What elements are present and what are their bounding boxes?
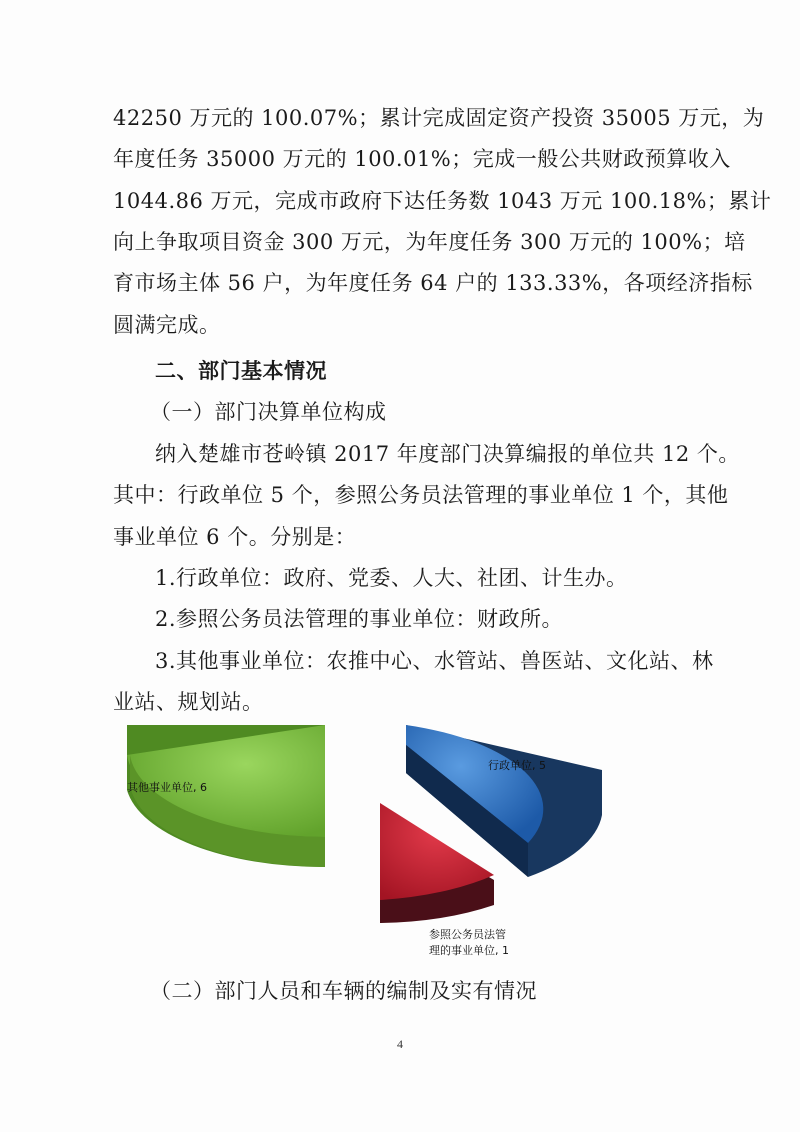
slice-label-admin: 行政单位, 5 (488, 759, 546, 772)
subsection-heading: （一）部门决算单位构成 (150, 400, 387, 424)
paragraph-line: 育市场主体 56 户，为年度任务 64 户的 133.33%，各项经济指标 (113, 271, 753, 295)
paragraph-line: 圆满完成。 (113, 313, 221, 337)
pie-chart (110, 715, 670, 965)
list-item: 1.行政单位：政府、党委、人大、社团、计生办。 (155, 566, 628, 590)
page-number: 4 (397, 1037, 403, 1051)
paragraph-line: 42250 万元的 100.07%；累计完成固定资产投资 35005 万元，为 (113, 106, 765, 130)
paragraph-line: 1044.86 万元，完成市政府下达任务数 1043 万元 100.18%；累计 (113, 189, 772, 213)
pie-slice-other (127, 725, 325, 867)
paragraph-line: 向上争取项目资金 300 万元，为年度任务 300 万元的 100%；培 (113, 230, 746, 254)
paragraph-line: 其中：行政单位 5 个，参照公务员法管理的事业单位 1 个，其他 (113, 483, 729, 507)
list-item: 业站、规划站。 (113, 690, 264, 714)
pie-chart-svg (110, 715, 670, 965)
list-item: 3.其他事业单位：农推中心、水管站、兽医站、文化站、林 (155, 649, 714, 673)
subsection-heading: （二）部门人员和车辆的编制及实有情况 (150, 979, 537, 1003)
list-item: 2.参照公务员法管理的事业单位：财政所。 (155, 607, 564, 631)
paragraph-line: 纳入楚雄市苍岭镇 2017 年度部门决算编报的单位共 12 个。 (155, 442, 740, 466)
paragraph-line: 事业单位 6 个。分别是： (113, 525, 357, 549)
paragraph-line: 年度任务 35000 万元的 100.01%；完成一般公共财政预算收入 (113, 147, 731, 171)
slice-label-civil-line1: 参照公务员法管 (429, 928, 506, 941)
slice-label-other: 其他事业单位, 6 (127, 781, 207, 794)
slice-label-civil-line2: 理的事业单位, 1 (429, 944, 509, 957)
section-heading: 二、部门基本情况 (155, 359, 327, 383)
